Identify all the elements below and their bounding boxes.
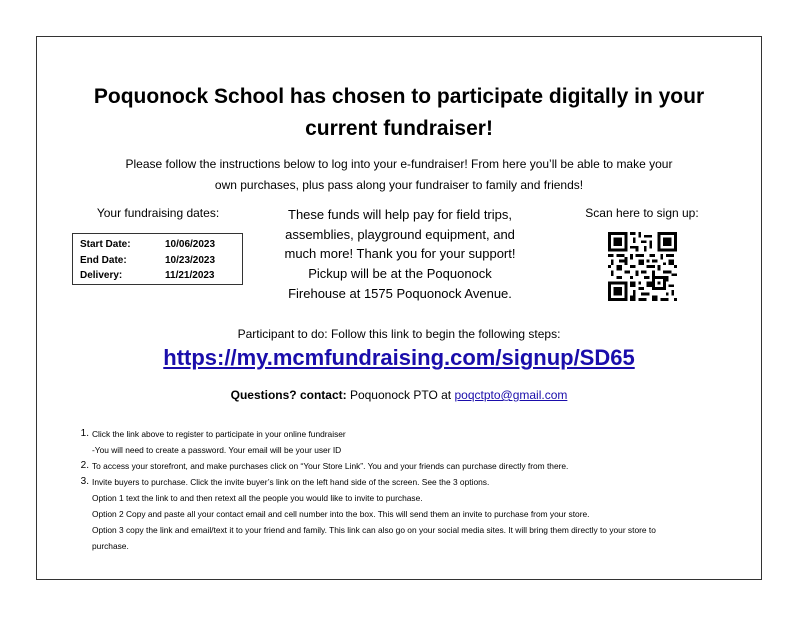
step-item (75, 490, 711, 506)
date-value: 10/23/2023 (165, 254, 216, 266)
step-item (75, 458, 711, 474)
date-value: 10/06/2023 (165, 239, 216, 250)
contact-email-link[interactable]: poqctpto@gmail.com (454, 388, 568, 402)
intro-text (107, 154, 691, 196)
step-text: -You will need to create a password. Your email will be your user ID (92, 445, 342, 455)
qr-code-icon[interactable] (608, 232, 677, 301)
questions-label: Questions? contact: (230, 388, 347, 402)
step-item (75, 522, 711, 538)
title-line-1: Poquonock School has chosen to participate digitally in your (93, 85, 705, 108)
date-label: Start Date: (80, 239, 131, 250)
step-text: Option 3 copy the link and email/text it to your friend and family. This link can also go on your social media sites. It will bring them directly to your store to (92, 525, 656, 535)
flyer-frame (36, 36, 762, 580)
step-item (75, 426, 711, 442)
step-number (75, 490, 92, 506)
signup-link[interactable]: https://my.mcmfundraising.com/signup/SD65 (163, 345, 635, 370)
steps-list (75, 426, 711, 554)
step-item (75, 442, 711, 458)
date-label: Delivery: (80, 270, 123, 281)
funds-line: These funds will help pay for field trips, (288, 207, 512, 222)
date-row-delivery (80, 268, 242, 284)
date-label: End Date: (80, 254, 127, 266)
questions-contact (37, 388, 761, 402)
step-number (75, 522, 92, 538)
funds-line: Firehouse at 1575 Poquonock Avenue. (288, 285, 512, 301)
step-text: Option 2 Copy and paste all your contact email and cell number into the box. This will send them an invite to purchase from your store. (92, 509, 590, 519)
funds-line: much more! Thank you for your support! (284, 246, 516, 262)
step-number (75, 538, 92, 554)
step-number (75, 506, 92, 522)
step-number: 2. (80, 460, 89, 471)
step-item (75, 474, 711, 490)
dates-heading: Your fundraising dates: (96, 206, 220, 220)
date-value: 11/21/2023 (165, 270, 215, 281)
participant-instructions: Participant to do: Follow this link to begin the following steps: (237, 327, 561, 341)
date-row-end (80, 253, 242, 269)
intro-line-2: own purchases, plus pass along your fundraiser to family and friends! (214, 178, 584, 192)
dates-box (72, 233, 243, 285)
step-item (75, 506, 711, 522)
step-item (75, 538, 711, 554)
funds-line: assemblies, playground equipment, and (285, 226, 515, 242)
flyer-title (37, 81, 761, 145)
step-text: Invite buyers to purchase. Click the invite buyer’s link on the left hand side of the screen. See the 3 options. (92, 477, 490, 487)
step-text: To access your storefront, and make purchases click on “Your Store Link”. You and your friends can purchase directly from there. (92, 461, 569, 471)
intro-line-1: Please follow the instructions below to log into your e-fundraiser! From here you’ll be able to make your (125, 157, 673, 171)
funds-line: Pickup will be at the Poquonock (308, 266, 492, 282)
title-line-2: current fundraiser! (305, 117, 493, 140)
step-number (75, 442, 92, 458)
questions-text: Poquonock PTO at (346, 388, 455, 402)
funds-description (275, 205, 525, 304)
date-row-start (80, 237, 242, 253)
step-text: Option 1 text the link to and then retext all the people you would like to invite to purchase. (92, 493, 423, 503)
step-number: 3. (80, 476, 89, 487)
scan-heading: Scan here to sign up: (585, 206, 699, 220)
step-text: Click the link above to register to participate in your online fundraiser (92, 429, 346, 439)
step-number: 1. (80, 428, 89, 439)
step-text: purchase. (92, 541, 129, 551)
